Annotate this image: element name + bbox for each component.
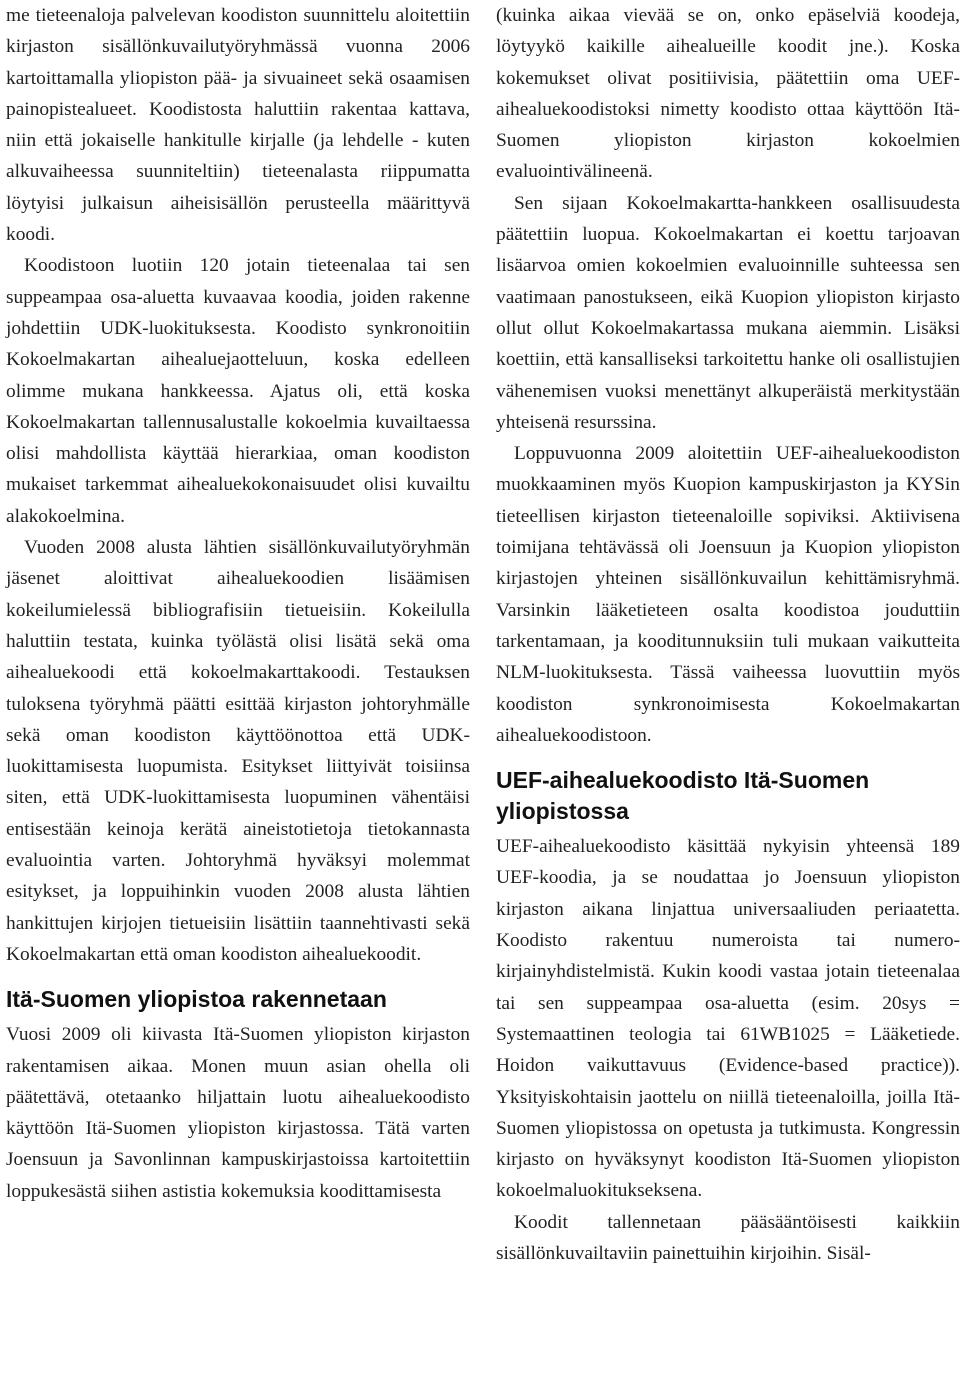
section-heading: Itä-Suomen yliopistoa rakennetaan xyxy=(6,986,387,1013)
body-paragraph: (kuinka aikaa vievää se on, onko epäselviä koodeja, löytyykö kaikille aihealueille koodit jne.). Koska kokemukset olivat positiivisia, päätettiin oma UEF-aihealuekoodistoksi nimetty koodisto ottaa käyttöön Itä-Suomen yliopiston kirjaston kokoelmien evaluointivälineenä. xyxy=(496,5,960,183)
body-paragraph: Vuosi 2009 oli kiivasta Itä-Suomen yliopiston kirjaston rakentamisen aikaa. Monen muun asian ohella oli päätettävä, otetaanko hiljattain luotu aihealuekoodisto käyttöön Itä-Suomen yliopiston kirjastossa. Tätä varten Joensuun ja Savonlinnan kampuskirjastoissa kartoitettiin loppukesästä siihen astistia kokemuksia koodittamisesta xyxy=(6,1024,470,1202)
right-column xyxy=(496,0,960,1269)
body-paragraph: Vuoden 2008 alusta lähtien sisällönkuvailutyöryhmän jäsenet aloittivat aihealuekoodien lisäämisen kokeilumielessä bibliografisiin tietueisiin. Kokeilulla haluttiin testata, kuinka työlästä olisi lisätä sekä oma aihealuekoodi että kokoelmakarttakoodi. Testauksen tuloksena työryhmä päätti esittää kirjaston johtoryhmälle sekä oman koodiston käyttöönottoa että UDK-luokittamisesta luopumista. Esitykset liittyivät toisiinsa siten, että UDK-luokittamisesta luopuminen vähentäisi entisestään keinoja kerätä aineistotietoja tietokannasta evaluointia varten. Johtoryhmä hyväksyi molemmat esitykset, ja loppuihinkin vuoden 2008 alusta lähtien hankittujen kirjojen tietueisiin lisättiin taannehtivasti sekä Kokoelmakartan että oman koodiston aihealuekoodit. xyxy=(6,537,470,965)
body-paragraph: me tieteenaloja palvelevan koodiston suunnittelu aloitettiin kirjaston sisällönkuvailutyöryhmässä vuonna 2006 kartoittamalla yliopiston pää- ja sivuaineet sekä osaamisen painopistealueet. Koodistosta haluttiin rakentaa kattava, niin että jokaiselle hankitulle kirjalle (ja lehdelle - kuten alkuvaiheessa suunniteltiin) tieteenalasta riippumatta löytyisi julkaisun aiheisisällön perusteella määrittyvä koodi. xyxy=(6,5,470,246)
left-column xyxy=(6,0,470,1207)
section-heading: UEF-aihealuekoodisto Itä-Suomen yliopistossa xyxy=(496,767,870,825)
body-paragraph: UEF-aihealuekoodisto käsittää nykyisin yhteensä 189 UEF-koodia, ja se noudattaa jo Joensuun yliopiston kirjaston aikana linjattua universaaliuden periaatetta. Koodisto rakentuu numeroista tai numero-kirjainyhdistelmistä. Kukin koodi vastaa jotain tieteenalaa tai sen suppeampaa osa-aluetta (esim. 20sys = Systemaattinen teologia tai 61WB1025 = Lääketiede. Hoidon vaikuttavuus (Evidence-based practice)). Yksityiskohtaisin jaottelu on niillä tieteenaloilla, joilla Itä-Suomen yliopistossa on opetusta ja tutkimusta. Kongressin kirjasto on hyväksynyt koodiston Itä-Suomen yliopiston kokoelmaluokitukseksena. xyxy=(496,836,960,1202)
body-paragraph: Koodit tallennetaan pääsääntöisesti kaikkiin sisällönkuvailtaviin painettuihin kirjoihin. Sisäl- xyxy=(496,1211,960,1264)
body-paragraph: Sen sijaan Kokoelmakartta-hankkeen osallisuudesta päätettiin luopua. Kokoelmakartan ei koettu tarjoavan lisäarvoa omien kokoelmien evaluoinnille suhteessa sen vaatimaan panostukseen, eikä Kuopion yliopiston kirjasto ollut ollut Kokoelmakartassa mukana aiemmin. Lisäksi koettiin, että kansalliseksi tarkoitettu hanke oli osallistujien vähenemisen vuoksi menettänyt alkuperäistä merkitystään yhteisenä resurssina. xyxy=(496,192,960,433)
body-paragraph: Loppuvuonna 2009 aloitettiin UEF-aihealuekoodiston muokkaaminen myös Kuopion kampuskirjaston ja KYSin tieteellisen kirjaston tieteenaloille sopiviksi. Aktiivisena toimijana tehtävässä oli Joensuun ja Kuopion yliopiston kirjastojen yhteinen sisällönkuvailun kehittämisryhmä. Varsinkin lääketieteen osalta koodistoa jouduttiin tarkentamaan, ja kooditunnuksiin tuli mukaan vaikutteita NLM-luokituksesta. Tässä vaiheessa luovuttiin myös koodiston synkronoimisesta Kokoelmakartan aihealuekoodistoon. xyxy=(496,443,960,746)
body-paragraph: Koodistoon luotiin 120 jotain tieteenalaa tai sen suppeampaa osa-aluetta kuvaavaa koodia, joiden rakenne johdettiin UDK-luokituksesta. Koodisto synkronoitiin Kokoelmakartan aihealuejaotteluun, koska edelleen olimme mukana hankkeessa. Ajatus oli, että koska Kokoelmakartan tallennusalustalle kokoelmia kuvailtaessa olisi mahdollista käyttää hierarkiaa, oman koodiston mukaiset tarkemmat aihealuekokonaisuudet olisi kuvailtu alakokoelmina. xyxy=(6,255,470,527)
